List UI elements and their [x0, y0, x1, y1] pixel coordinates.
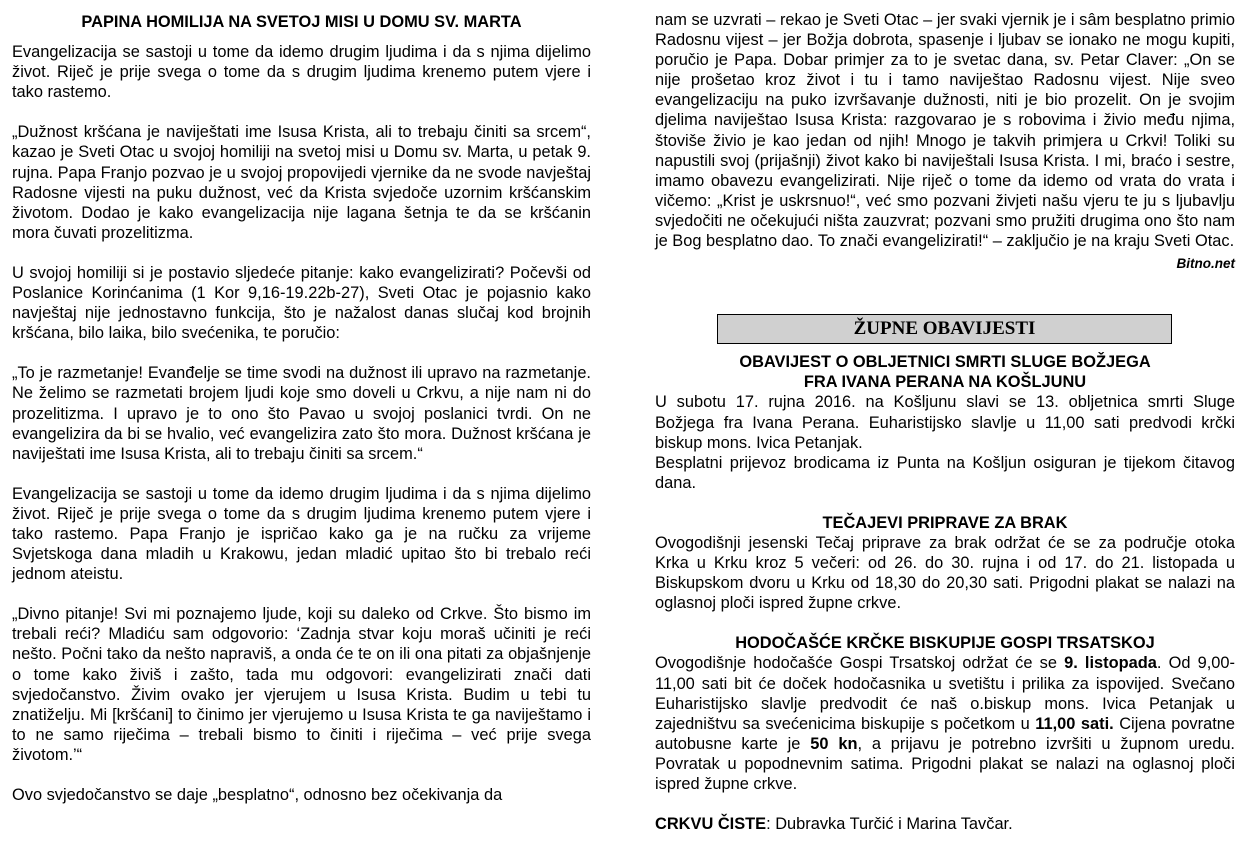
- pilgrimage-ticket-price: 50 kn: [810, 734, 858, 753]
- notice-anniversary-text: U subotu 17. rujna 2016. na Košljunu slavi se 13. obljetnica smrti Sluge Božjega fra Ivana Perana. Euharistijsko slavlje u 11,00 sati predvodi krčki biskup mons. Ivica Petanjak.: [655, 393, 1235, 452]
- notice-pilgrimage-title: HODOČAŠĆE KRČKE BISKUPIJE GOSPI TRSATSKOJ: [735, 634, 1155, 653]
- homily-paragraph-7: Ovo svjedočanstvo se daje „besplatno“, odnosno bez očekivanja da: [12, 786, 503, 804]
- homily-continuation-text: nam se uzvrati – rekao je Sveti Otac – jer svaki vjernik je i sâm besplatno primio Radosnu vijest – jer Božja dobrota, spasenje i ljubav se ionako ne mogu kupiti, poručio je Papa. Dobar primjer za to je svetac dana, sv. Petar Claver: „On se nije prošetao kroz život i tu i tamo naviještao Radosnu vijest. Nije sveo evangelizaciju na puko izvršavanje dužnosti, niti je bio prozelit. On je svojim djelima naviještao Isusa Krista: razgovarao je s robovima i živio među njima, štoviše živio je kao jedan od njih! Mnogo je takvih primjera u Crkvi! Toliki su napustili svoj (prijašnji) život kako bi naviještali Isusa Krista. I mi, braćo i sestre, imamo obavezu evangelizirati. Nije riječ o tome da idemo od vrata do vrata i vičemo: „Krist je uskrsnuo!“, već smo pozvani živjeti našu vjeru te ju s ljubavlju svjedočiti ne očekujući ništa zauzvrat; pozvani smo pružiti drugima ono što nam je Bog besplatno dao. To znači evangelizirati!“ – zaključio je na kraju Sveti Otac.: [655, 11, 1235, 251]
- left-column: [12, 12, 591, 805]
- parish-notices-banner: ŽUPNE OBAVIJESTI: [717, 314, 1172, 344]
- notice-anniversary-title-2: FRA IVANA PERANA NA KOŠLJUNU: [803, 373, 1087, 392]
- notice-marriage-course-text: Ovogodišnji jesenski Tečaj priprave za brak održat će se za područje otoka Krka u Krku kroz 5 večeri: od 26. do 30. rujna i od 17. do 21. listopada u Biskupskom dvoru u Krku od 18,30 do 20,30 sati. Prigodni plakat se nalazi na oglasnoj ploči ispred župne crkve.: [655, 533, 1235, 613]
- homily-paragraph-6: „Divno pitanje! Svi mi poznajemo ljude, koji su daleko od Crkve. Što bismo im trebali reći? Mladiću sam odgovorio: ‘Zadnja stvar koju moraš učiniti je reći nešto. Počni tako da nešto napraviš, a onda će te on ili ona pitati za objašnjenje o tome kako živiš i zašto, tada mu odgovori: evangelizirati znači dati svjedočanstvo. Živim ovako jer vjerujem u Isusa Krista. Budim u tebi tu znatiželju. Mi [kršćani] to činimo jer vjerujemo u Isusa Krista te ga naviještamo i to ne samo riječima – trebali bismo to činiti i riječima – već prije svega životom.’“: [12, 605, 591, 764]
- pilgrimage-text-part: . Od 9,00-11,00 sati bit će doček hodočasnika u svetištu i prilika za ispovijed. Svečano Euharistijsko slavlje predvodit će naš o.biskup mons. Ivica Petanjak u zajedništvu sa svećenicima biskupije s početkom u: [655, 654, 1235, 733]
- homily-paragraph-4: „To je razmetanje! Evanđelje se time svodi na dužnost ili upravo na razmetanje. Ne želimo se razmetati brojem ljudi koje smo doveli u Crkvu, a nije nam ni do prozelitizma. I upravo je to ono što Pavao u svojoj poslanici tvrdi. On ne evangelizira da bi se hvalio, već evangelizira zato što mora. Dužnost kršćana je naviještati ime Isusa Krista, ali to trebaju činiti sa srcem.“: [12, 364, 591, 463]
- homily-paragraph-1: Evangelizacija se sastoji u tome da idemo drugim ljudima i da s njima dijelimo život. Riječ je prije svega o tome da s drugim ljudima krenemo putem vjere i tako rastemo.: [12, 43, 591, 102]
- homily-continuation: [655, 10, 1235, 272]
- pilgrimage-text-part: Ovogodišnje hodočašće Gospi Trsatskoj održat će se: [655, 654, 1065, 673]
- pilgrimage-text-part: Cijena povratne autobusne karte je: [655, 714, 1235, 753]
- right-column: [655, 10, 1235, 834]
- homily-paragraph-2: „Dužnost kršćana je naviještati ime Isusa Krista, ali to trebaju činiti sa srcem“, kazao je Sveti Otac u svojoj homiliji na svetoj misi u Domu sv. Marta, u petak 9. rujna. Papa Franjo pozvao je u svojoj propovijedi vjernike da ne svode navještaj Radosne vijesti na puku dužnost, već da Krista svjedoče uzornim kršćanskim životom. Dodao je kako evangelizacija nije lagana šetnja te da se kršćanin mora čuvati prozelitizma.: [12, 123, 591, 242]
- pilgrimage-text-part: , a prijavu je potrebno izvršiti u župnom uredu. Povratak u popodnevnim satima. Prigodni plakat se nalazi na oglasnoj ploči ispred župne crkve.: [655, 734, 1235, 793]
- notice-anniversary-title-1: OBAVIJEST O OBLJETNICI SMRTI SLUGE BOŽJEGA: [739, 353, 1151, 372]
- church-cleaning-line: [655, 814, 1235, 834]
- notice-marriage-course-title: TEČAJEVI PRIPRAVE ZA BRAK: [822, 513, 1068, 532]
- homily-paragraph-3: U svojoj homiliji si je postavio sljedeće pitanje: kako evangelizirati? Počevši od Poslanice Korinćanima (1 Kor 9,16-19.22b-27), Sveti Otac je pojasnio kako navještaj nije jednostavno funkcija, što je nažalost danas slučaj kod brojnih kršćana, bilo laika, bilo svećenika, te poručio:: [12, 263, 591, 343]
- notice-anniversary-transport: Besplatni prijevoz brodicama iz Punta na Košljun osiguran je tijekom čitavog dana.: [655, 453, 1235, 492]
- notice-pilgrimage-text: [655, 653, 1235, 794]
- pilgrimage-mass-time: 11,00 sati.: [1035, 714, 1114, 733]
- source-credit: Bitno.net: [1176, 256, 1235, 272]
- church-cleaning-names: : Dubravka Turčić i Marina Tavčar.: [766, 815, 1013, 834]
- homily-title: PAPINA HOMILIJA NA SVETOJ MISI U DOMU SV. MARTA: [81, 13, 522, 31]
- church-cleaning-label: CRKVU ČISTE: [655, 815, 767, 834]
- pilgrimage-date: 9. listopada: [1064, 654, 1157, 673]
- homily-paragraph-5: Evangelizacija se sastoji u tome da idemo drugim ljudima i da s njima dijelimo život. Riječ je prije svega o tome da s drugim ljudima krenemo putem vjere i tako rastemo. Papa Franjo je ispričao kako ga je na ručku za vrijeme Svjetskoga dana mladih u Krakowu, jedan mladić upitao što bi trebalo reći jednom ateistu.: [12, 484, 591, 584]
